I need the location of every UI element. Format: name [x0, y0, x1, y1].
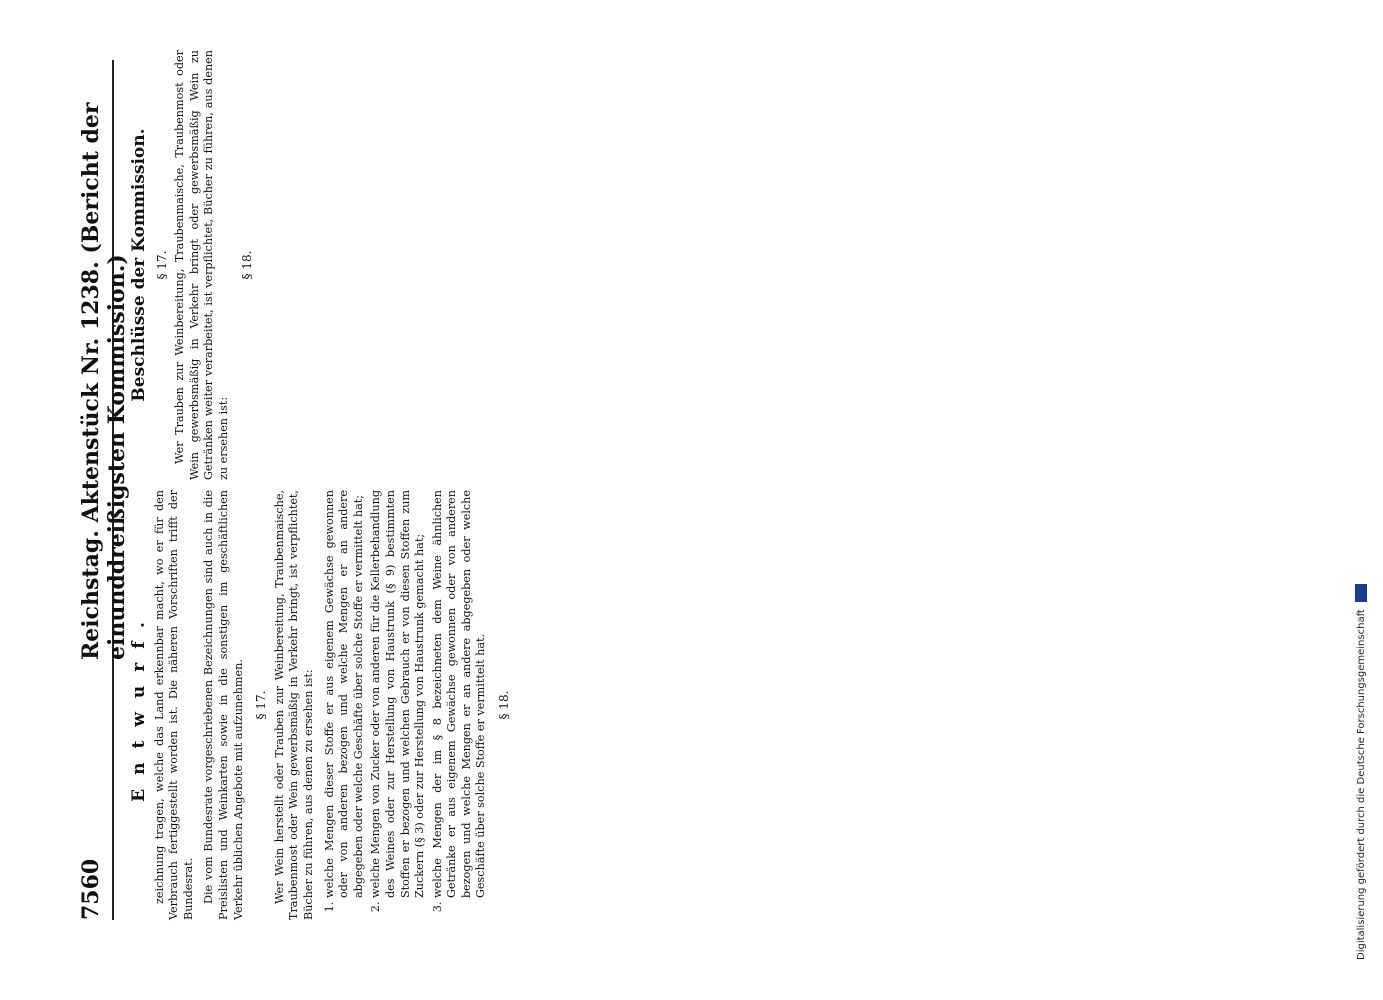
paragraph: zeichnung tragen, welche das Land erkennbar macht, wo er für den Verbrauch fertiggestellt worden ist. Die näheren Vorschriften trifft der Bundesrat. — [152, 490, 195, 920]
paragraph: Wer Wein herstellt oder Trauben zur Weinbereitung, Traubenmaische, Traubenmost oder Wein gewerbsmäßig in Verkehr bringt, ist verpflichtet, Bücher zu führen, aus denen zu ersehen ist: — [272, 490, 315, 920]
column-heading-draft: Entwurf. — [129, 608, 149, 802]
column-heading-commission: Beschlüsse der Kommission. — [129, 128, 149, 402]
list-item: 3. welche Mengen der im § 8 bezeichneten dem Weine ähnlichen Getränke er aus eigenem Gewächse gewonnen oder von anderen bezogen und welche Mengen er an andere abgegeben oder welche Geschäfte über solche Stoffe er vermittelt hat. — [431, 490, 489, 898]
paragraph: Wer Trauben zur Weinbereitung, Traubenmaische, Traubenmost oder Wein gewerbsmäßig in Verkehr bringt oder gewerbsmäßig Wein zu Getränken weiter verarbeitet, ist verpflichtet, Bücher zu führen, aus denen zu ersehen ist: — [173, 50, 230, 480]
footer-text: Digitalisierung gefördert durch die Deutsche Forschungsgemeinschaft — [1356, 609, 1367, 960]
list-item: 1. welche Mengen dieser Stoffe er aus eigenem Gewächse gewonnen oder von anderen bezogen und welche Mengen er an andere abgegeben oder welche Geschäfte über solche Stoffe er vermittelt hat; — [323, 490, 367, 898]
section-heading: § 18. — [497, 690, 512, 720]
page-header — [72, 60, 130, 920]
dfg-logo-icon — [1355, 584, 1367, 602]
numbered-list — [323, 490, 490, 920]
column-draft — [130, 490, 516, 920]
digitization-footer — [1355, 40, 1367, 960]
paragraph: Die vom Bundesrate vorgeschriebenen Bezeichnungen sind auch in die Preislisten und Weinkarten sowie in die sonstigen im geschäftlichen Verkehr üblichen Angebote mit aufzunehmen. — [202, 490, 245, 920]
page-number: 7560 — [78, 858, 104, 920]
running-title: Reichstag. Aktenstück Nr. 1238. (Bericht der einunddreißigsten Kommission.) — [78, 102, 130, 660]
section-heading: § 18. — [239, 250, 254, 280]
list-item: 2. welche Mengen von Zucker oder von anderen für die Kellerbehandlung des Weines oder zur Herstellung von Haustrunk (§ 9) bestimmten Stoffen er bezogen und welchen Gebrauch er von diesen Stoffen zum Zuckern (§ 3) oder zur Herstellung von Haustrunk gemacht hat; — [369, 490, 427, 898]
section-heading: § 17. — [254, 690, 269, 720]
column-commission — [130, 50, 258, 480]
section-heading: § 17. — [154, 250, 169, 280]
